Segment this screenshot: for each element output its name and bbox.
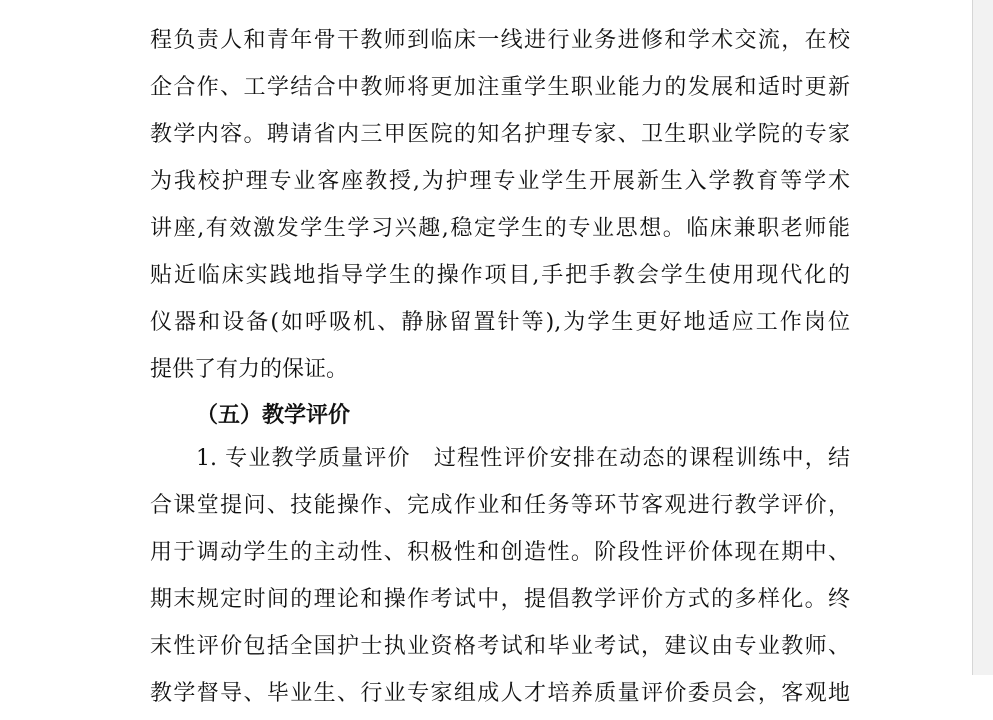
text-line: 教学内容。聘请省内三甲医院的知名护理专家、卫生职业学院的专家 [150,122,850,147]
section-heading: （五）教学评价 [196,403,351,428]
page-edge-divider [972,0,973,675]
page-margin-background [973,0,993,675]
text-line: 程负责人和青年骨干教师到临床一线进行业务进修和学术交流，在校 [150,28,850,53]
text-line: 贴近临床实践地指导学生的操作项目,手把手教会学生使用现代化的 [150,263,850,288]
text-line: 提供了有力的保证。 [150,357,349,382]
text-line: 企合作、工学结合中教师将更加注重学生职业能力的发展和适时更新 [150,75,850,100]
text-line: 教学督导、毕业生、行业专家组成人才培养质量评价委员会，客观地 [150,681,850,706]
text-line: 期末规定时间的理论和操作考试中，提倡教学评价方式的多样化。终 [150,587,850,612]
text-line: 为我校护理专业客座教授,为护理专业学生开展新生入学教育等学术 [150,169,850,194]
paragraph-teaching-evaluation [150,438,850,720]
text-line: 用于调动学生的主动性、积极性和创造性。阶段性评价体现在期中、 [150,540,850,565]
text-line: 仪器和设备(如呼吸机、静脉留置针等),为学生更好地适应工作岗位 [150,310,850,335]
text-line: 合课堂提问、技能操作、完成作业和任务等环节客观进行教学评价， [150,493,850,518]
document-body [150,20,850,720]
text-line: 末性评价包括全国护士执业资格考试和毕业考试，建议由专业教师、 [150,634,850,659]
paragraph-faculty-development [150,20,850,396]
text-line: 讲座,有效激发学生学习兴趣,稳定学生的专业思想。临床兼职老师能 [150,216,850,241]
text-line: 1. 专业教学质量评价 过程性评价安排在动态的课程训练中，结 [196,446,850,471]
